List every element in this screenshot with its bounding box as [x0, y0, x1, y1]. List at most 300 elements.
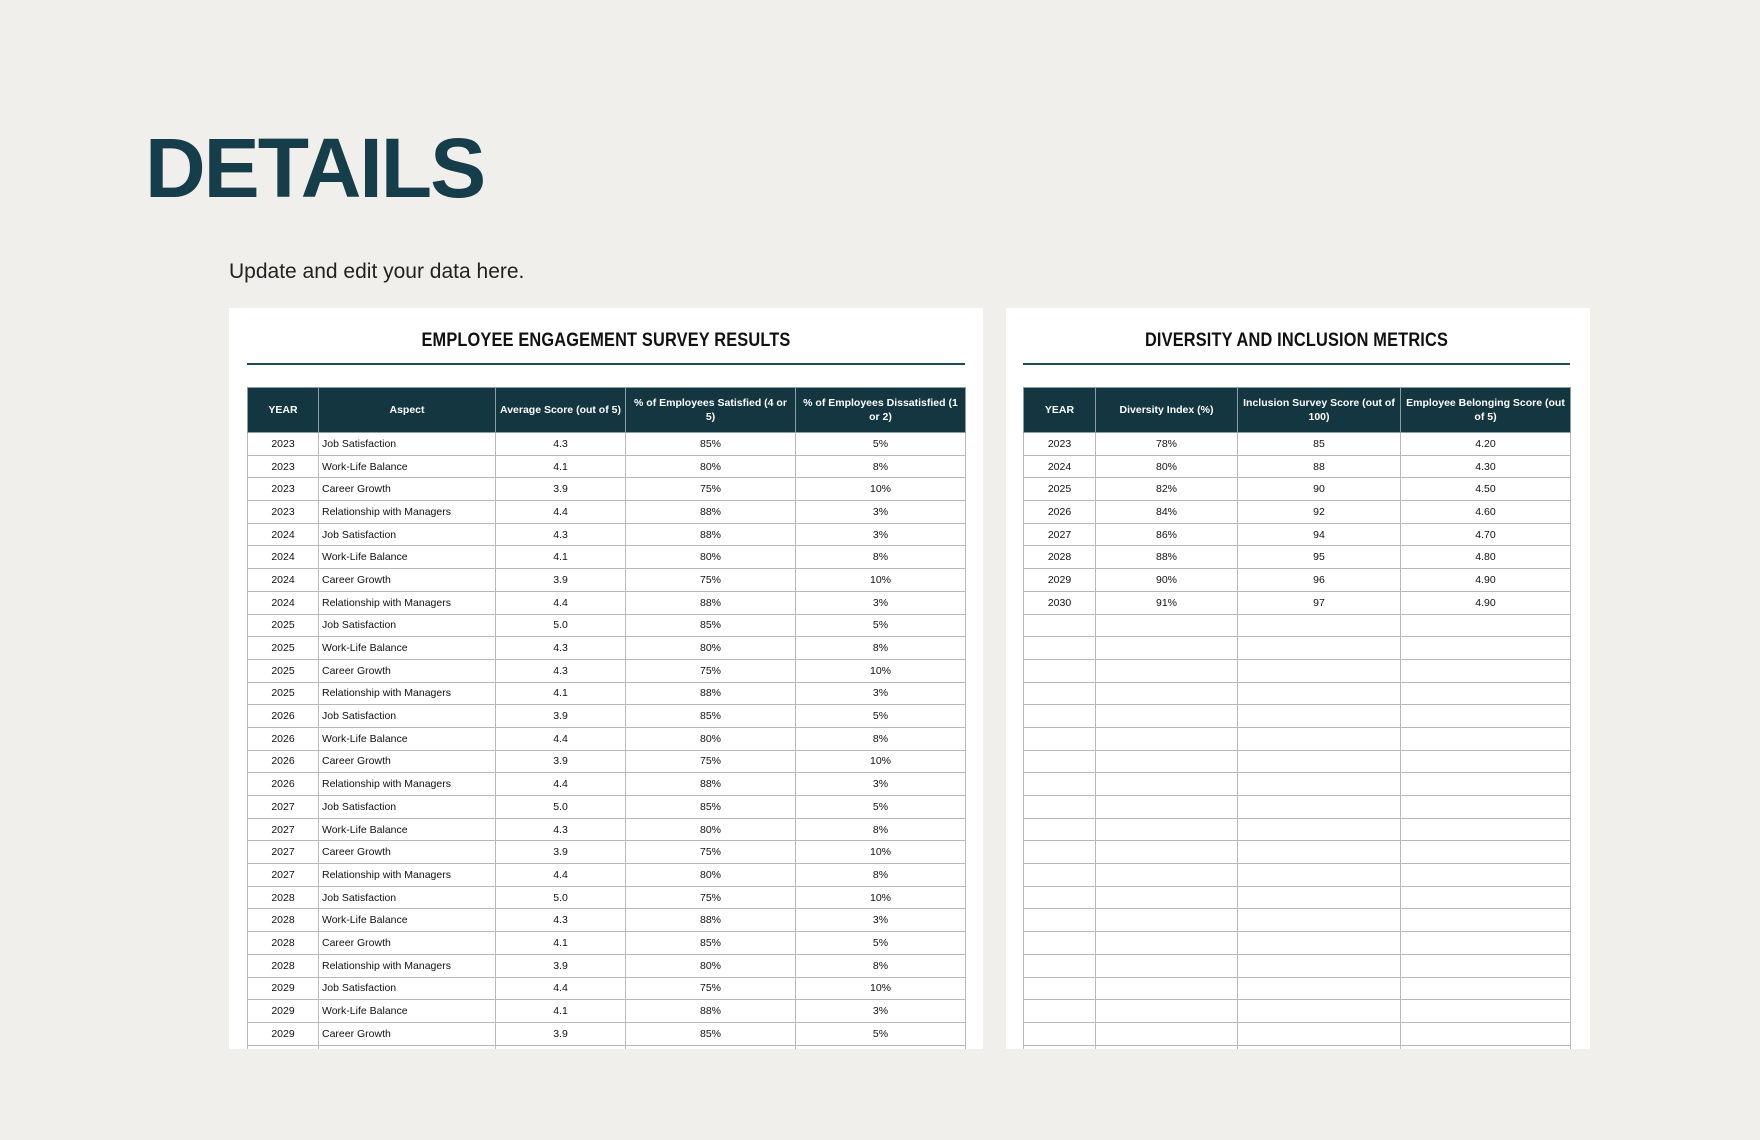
empty-cell[interactable] — [1238, 727, 1401, 750]
empty-cell[interactable] — [1024, 1022, 1096, 1045]
table-cell[interactable]: 3.9 — [496, 569, 626, 592]
table-cell[interactable]: 4.3 — [496, 433, 626, 456]
table-cell[interactable]: 10% — [796, 659, 966, 682]
table-cell[interactable]: 3.9 — [496, 750, 626, 773]
table-cell[interactable]: 10% — [796, 569, 966, 592]
table-cell[interactable]: 3.9 — [496, 841, 626, 864]
table-cell[interactable]: 8% — [796, 727, 966, 750]
header-year[interactable]: YEAR — [1024, 388, 1096, 433]
table-cell[interactable]: Work-Life Balance — [319, 637, 496, 660]
header-pct-dissatisfied[interactable]: % of Employees Dissatisfied (1 or 2) — [796, 388, 966, 433]
empty-cell[interactable] — [1238, 864, 1401, 887]
empty-table-row — [1024, 682, 1571, 705]
empty-table-row — [1024, 1022, 1571, 1045]
table-cell[interactable]: 4.3 — [496, 909, 626, 932]
table-cell[interactable]: 2024 — [248, 569, 319, 592]
table-cell[interactable]: 5% — [796, 705, 966, 728]
table-cell[interactable]: 3.9 — [496, 1022, 626, 1045]
table-cell[interactable]: 75% — [626, 478, 796, 501]
table-row — [248, 433, 966, 456]
table-row — [248, 591, 966, 614]
empty-table-row — [1024, 659, 1571, 682]
empty-cell[interactable] — [1401, 1000, 1571, 1023]
empty-cell[interactable] — [1096, 932, 1238, 955]
empty-cell[interactable] — [1401, 750, 1571, 773]
empty-cell[interactable] — [1024, 932, 1096, 955]
empty-cell[interactable] — [1401, 1022, 1571, 1045]
empty-cell[interactable] — [1238, 1000, 1401, 1023]
table-cell[interactable]: 10% — [796, 977, 966, 1000]
empty-cell[interactable] — [1096, 614, 1238, 637]
empty-cell[interactable] — [1238, 682, 1401, 705]
empty-cell[interactable] — [1238, 886, 1401, 909]
empty-cell[interactable] — [1238, 1045, 1401, 1049]
empty-cell[interactable] — [1096, 909, 1238, 932]
table-cell[interactable]: Job Satisfaction — [319, 705, 496, 728]
table-cell[interactable]: Career Growth — [319, 569, 496, 592]
empty-cell[interactable] — [1096, 659, 1238, 682]
table-row — [1024, 501, 1571, 524]
empty-cell[interactable] — [1401, 773, 1571, 796]
empty-cell[interactable] — [1238, 841, 1401, 864]
table-cell[interactable]: 3% — [796, 591, 966, 614]
empty-cell[interactable] — [1024, 977, 1096, 1000]
table-cell[interactable]: 4.4 — [496, 977, 626, 1000]
table-row — [248, 1000, 966, 1023]
empty-cell[interactable] — [1401, 864, 1571, 887]
table-cell[interactable]: 80% — [626, 818, 796, 841]
empty-cell[interactable] — [1024, 705, 1096, 728]
table-cell[interactable]: 2024 — [1024, 455, 1096, 478]
table-cell[interactable]: 8% — [796, 637, 966, 660]
empty-cell[interactable] — [1096, 954, 1238, 977]
empty-cell[interactable] — [1401, 841, 1571, 864]
table-cell[interactable]: 97 — [1238, 591, 1401, 614]
table-row — [248, 501, 966, 524]
empty-cell[interactable] — [1238, 818, 1401, 841]
table-row — [248, 569, 966, 592]
table-cell[interactable]: 96 — [1238, 569, 1401, 592]
table-cell[interactable]: 3% — [796, 501, 966, 524]
table-cell[interactable]: 5% — [796, 433, 966, 456]
empty-table-row — [1024, 727, 1571, 750]
empty-cell[interactable] — [1238, 773, 1401, 796]
empty-cell[interactable] — [1024, 1000, 1096, 1023]
table-cell[interactable]: 4.20 — [1401, 433, 1571, 456]
empty-cell[interactable] — [1096, 727, 1238, 750]
empty-cell[interactable] — [1024, 659, 1096, 682]
table-cell[interactable]: 90 — [1238, 478, 1401, 501]
table-cell[interactable]: 4.1 — [496, 932, 626, 955]
empty-cell[interactable] — [1401, 886, 1571, 909]
table-cell[interactable]: 2023 — [248, 478, 319, 501]
table-cell[interactable]: 8% — [796, 818, 966, 841]
table-cell[interactable]: 2028 — [248, 932, 319, 955]
table-cell[interactable]: 4.3 — [496, 659, 626, 682]
table-cell[interactable]: Job Satisfaction — [319, 433, 496, 456]
empty-cell[interactable] — [1401, 727, 1571, 750]
empty-cell[interactable] — [1238, 705, 1401, 728]
table-cell[interactable]: 88% — [626, 773, 796, 796]
table-cell[interactable]: Job Satisfaction — [319, 523, 496, 546]
table-cell[interactable]: 10% — [796, 886, 966, 909]
empty-cell[interactable] — [1238, 659, 1401, 682]
table-cell[interactable]: 88 — [1238, 455, 1401, 478]
table-cell[interactable]: 4.90 — [1401, 591, 1571, 614]
table-cell[interactable]: 2023 — [248, 455, 319, 478]
table-row — [248, 886, 966, 909]
table-row — [248, 705, 966, 728]
table-cell[interactable]: 80% — [1096, 455, 1238, 478]
page-title: DETAILS — [145, 121, 485, 215]
table-cell[interactable]: 75% — [626, 841, 796, 864]
empty-cell[interactable] — [1238, 954, 1401, 977]
table-cell[interactable]: 88% — [1096, 546, 1238, 569]
table-cell[interactable]: 2026 — [248, 727, 319, 750]
table-cell[interactable]: 2029 — [248, 977, 319, 1000]
header-belonging-score[interactable]: Employee Belonging Score (out of 5) — [1401, 388, 1571, 433]
table-cell[interactable]: 88% — [626, 682, 796, 705]
table-cell[interactable]: 2027 — [248, 841, 319, 864]
empty-cell[interactable] — [1238, 796, 1401, 819]
table-cell[interactable]: 2023 — [248, 433, 319, 456]
table-cell[interactable]: 8% — [796, 864, 966, 887]
table-cell[interactable]: 75% — [626, 886, 796, 909]
table-cell[interactable]: 2026 — [248, 750, 319, 773]
table-cell[interactable]: 2024 — [248, 546, 319, 569]
header-inclusion-score[interactable]: Inclusion Survey Score (out of 100) — [1238, 388, 1401, 433]
table-cell[interactable]: 4.4 — [496, 501, 626, 524]
table-row — [248, 954, 966, 977]
table-cell[interactable]: 4.4 — [496, 773, 626, 796]
table-cell[interactable]: Career Growth — [319, 750, 496, 773]
table-cell[interactable]: 2024 — [248, 523, 319, 546]
table-row — [248, 818, 966, 841]
table-cell[interactable]: 2028 — [1024, 546, 1096, 569]
table-cell[interactable]: 8% — [796, 546, 966, 569]
table-cell[interactable]: 10% — [796, 841, 966, 864]
table-cell[interactable]: 2030 — [1024, 591, 1096, 614]
empty-cell[interactable] — [1401, 637, 1571, 660]
table-cell[interactable]: Relationship with Managers — [319, 954, 496, 977]
table-cell[interactable]: 2024 — [248, 591, 319, 614]
table-cell[interactable]: 75% — [626, 659, 796, 682]
table-cell[interactable]: 3% — [796, 1000, 966, 1023]
table-cell[interactable]: 2023 — [1024, 433, 1096, 456]
table-cell[interactable]: 4.70 — [1401, 523, 1571, 546]
empty-cell[interactable] — [1238, 637, 1401, 660]
table-cell[interactable]: 2028 — [248, 909, 319, 932]
table-cell[interactable]: Work-Life Balance — [319, 546, 496, 569]
empty-table-row — [1024, 909, 1571, 932]
table-cell[interactable]: 2027 — [248, 796, 319, 819]
table-cell[interactable]: 88% — [626, 523, 796, 546]
empty-cell[interactable] — [1401, 977, 1571, 1000]
table-cell[interactable]: 5% — [796, 932, 966, 955]
table-cell[interactable]: 2029 — [1024, 569, 1096, 592]
empty-cell[interactable] — [1401, 705, 1571, 728]
table-cell[interactable]: 3% — [796, 909, 966, 932]
table-cell[interactable]: 5% — [796, 1022, 966, 1045]
table-cell[interactable]: 4.1 — [496, 1000, 626, 1023]
table-cell[interactable]: 85% — [626, 705, 796, 728]
empty-cell[interactable] — [1096, 977, 1238, 1000]
table-cell[interactable]: 2025 — [1024, 478, 1096, 501]
table-cell[interactable]: 80% — [626, 727, 796, 750]
table-cell[interactable]: 4.90 — [1401, 569, 1571, 592]
empty-cell[interactable] — [1401, 932, 1571, 955]
diversity-panel — [1006, 308, 1590, 1049]
table-cell[interactable]: 88% — [626, 501, 796, 524]
empty-cell[interactable] — [1024, 864, 1096, 887]
table-row — [248, 727, 966, 750]
table-cell[interactable]: 2025 — [248, 682, 319, 705]
table-cell[interactable]: 94 — [1238, 523, 1401, 546]
table-cell[interactable]: 91% — [1096, 591, 1238, 614]
table-cell[interactable]: Work-Life Balance — [319, 818, 496, 841]
table-cell[interactable]: 80% — [626, 546, 796, 569]
table-cell[interactable]: 85% — [626, 932, 796, 955]
table-cell[interactable]: 2029 — [248, 1022, 319, 1045]
table-cell[interactable]: 10% — [796, 750, 966, 773]
table-cell[interactable]: 80% — [626, 864, 796, 887]
table-cell[interactable]: Relationship with Managers — [319, 864, 496, 887]
empty-cell[interactable] — [496, 1045, 626, 1049]
table-cell[interactable]: 4.80 — [1401, 546, 1571, 569]
empty-cell[interactable] — [1401, 1045, 1571, 1049]
empty-cell[interactable] — [1238, 750, 1401, 773]
header-aspect[interactable]: Aspect — [319, 388, 496, 433]
empty-cell[interactable] — [1024, 818, 1096, 841]
table-cell[interactable]: 92 — [1238, 501, 1401, 524]
empty-cell[interactable] — [1024, 954, 1096, 977]
empty-cell[interactable] — [1024, 637, 1096, 660]
table-cell[interactable]: 86% — [1096, 523, 1238, 546]
empty-cell[interactable] — [1401, 954, 1571, 977]
table-cell[interactable]: 8% — [796, 954, 966, 977]
table-cell[interactable]: Career Growth — [319, 478, 496, 501]
table-cell[interactable]: 2027 — [248, 818, 319, 841]
empty-cell[interactable] — [1096, 818, 1238, 841]
table-cell[interactable]: 95 — [1238, 546, 1401, 569]
empty-cell[interactable] — [1401, 682, 1571, 705]
empty-cell[interactable] — [796, 1045, 966, 1049]
empty-cell[interactable] — [1024, 614, 1096, 637]
table-cell[interactable]: Career Growth — [319, 841, 496, 864]
header-average-score[interactable]: Average Score (out of 5) — [496, 388, 626, 433]
table-cell[interactable]: 88% — [626, 1000, 796, 1023]
empty-cell[interactable] — [1024, 682, 1096, 705]
table-cell[interactable]: 75% — [626, 750, 796, 773]
table-cell[interactable]: Job Satisfaction — [319, 977, 496, 1000]
table-cell[interactable]: 4.4 — [496, 591, 626, 614]
empty-cell[interactable] — [1024, 796, 1096, 819]
empty-table-row — [1024, 886, 1571, 909]
table-cell[interactable]: 82% — [1096, 478, 1238, 501]
empty-cell[interactable] — [1096, 841, 1238, 864]
table-cell[interactable]: 80% — [626, 455, 796, 478]
header-year[interactable]: YEAR — [248, 388, 319, 433]
table-cell[interactable]: 2025 — [248, 614, 319, 637]
diversity-table-body — [1024, 433, 1571, 1050]
table-cell[interactable]: 84% — [1096, 501, 1238, 524]
table-cell[interactable]: 4.30 — [1401, 455, 1571, 478]
table-cell[interactable]: Career Growth — [319, 1022, 496, 1045]
empty-cell[interactable] — [1096, 796, 1238, 819]
table-cell[interactable]: 4.60 — [1401, 501, 1571, 524]
table-row — [1024, 455, 1571, 478]
table-cell[interactable]: Career Growth — [319, 932, 496, 955]
table-cell[interactable]: Relationship with Managers — [319, 773, 496, 796]
engagement-title-rule — [247, 363, 965, 365]
table-cell[interactable]: Job Satisfaction — [319, 886, 496, 909]
empty-table-row — [1024, 796, 1571, 819]
empty-cell[interactable] — [1096, 637, 1238, 660]
table-cell[interactable]: 2027 — [1024, 523, 1096, 546]
table-cell[interactable]: 85% — [626, 1022, 796, 1045]
table-cell[interactable]: 4.50 — [1401, 478, 1571, 501]
table-row — [1024, 433, 1571, 456]
empty-cell[interactable] — [1238, 909, 1401, 932]
table-cell[interactable]: 5.0 — [496, 796, 626, 819]
empty-cell[interactable] — [1096, 773, 1238, 796]
table-cell[interactable]: Work-Life Balance — [319, 727, 496, 750]
table-cell[interactable]: Work-Life Balance — [319, 455, 496, 478]
table-cell[interactable]: Relationship with Managers — [319, 591, 496, 614]
table-cell[interactable]: 2025 — [248, 659, 319, 682]
empty-cell[interactable] — [626, 1045, 796, 1049]
empty-cell[interactable] — [1024, 727, 1096, 750]
empty-cell[interactable] — [1401, 614, 1571, 637]
empty-cell[interactable] — [1096, 1045, 1238, 1049]
empty-cell[interactable] — [1401, 818, 1571, 841]
table-cell[interactable]: 2029 — [248, 1000, 319, 1023]
empty-table-row — [1024, 614, 1571, 637]
table-row — [248, 478, 966, 501]
table-cell[interactable]: Job Satisfaction — [319, 796, 496, 819]
empty-cell[interactable] — [1096, 1000, 1238, 1023]
table-cell[interactable]: Job Satisfaction — [319, 614, 496, 637]
table-cell[interactable]: 4.1 — [496, 682, 626, 705]
table-cell[interactable]: 4.1 — [496, 546, 626, 569]
empty-cell[interactable] — [1096, 886, 1238, 909]
empty-cell[interactable] — [1238, 614, 1401, 637]
empty-cell[interactable] — [1096, 705, 1238, 728]
table-row — [248, 909, 966, 932]
table-cell[interactable]: 85% — [626, 796, 796, 819]
empty-cell[interactable] — [1024, 886, 1096, 909]
table-cell[interactable]: Work-Life Balance — [319, 909, 496, 932]
table-cell[interactable]: 4.3 — [496, 818, 626, 841]
empty-cell[interactable] — [1238, 1022, 1401, 1045]
empty-cell[interactable] — [1238, 977, 1401, 1000]
header-diversity-index[interactable]: Diversity Index (%) — [1096, 388, 1238, 433]
empty-table-row — [248, 1045, 966, 1049]
empty-cell[interactable] — [1024, 773, 1096, 796]
table-cell[interactable]: 2026 — [248, 705, 319, 728]
table-cell[interactable]: 3% — [796, 682, 966, 705]
table-cell[interactable]: 80% — [626, 954, 796, 977]
empty-cell[interactable] — [1238, 932, 1401, 955]
empty-cell[interactable] — [1401, 909, 1571, 932]
table-cell[interactable]: 4.1 — [496, 455, 626, 478]
empty-cell[interactable] — [248, 1045, 319, 1049]
empty-cell[interactable] — [1024, 750, 1096, 773]
engagement-panel — [229, 308, 983, 1049]
empty-cell[interactable] — [1401, 796, 1571, 819]
table-cell[interactable]: 10% — [796, 478, 966, 501]
table-row — [248, 637, 966, 660]
empty-cell[interactable] — [1024, 909, 1096, 932]
table-cell[interactable]: 2026 — [248, 773, 319, 796]
table-cell[interactable]: 4.4 — [496, 727, 626, 750]
engagement-table-title: EMPLOYEE ENGAGEMENT SURVEY RESULTS — [421, 330, 791, 351]
table-cell[interactable]: 85% — [626, 433, 796, 456]
table-cell[interactable]: 5.0 — [496, 614, 626, 637]
table-cell[interactable]: 75% — [626, 569, 796, 592]
table-cell[interactable]: 3% — [796, 523, 966, 546]
table-cell[interactable]: 3.9 — [496, 954, 626, 977]
empty-cell[interactable] — [1096, 864, 1238, 887]
table-row — [248, 932, 966, 955]
table-cell[interactable]: Career Growth — [319, 659, 496, 682]
table-cell[interactable]: Relationship with Managers — [319, 501, 496, 524]
table-row — [248, 841, 966, 864]
table-cell[interactable]: 88% — [626, 591, 796, 614]
table-cell[interactable]: 75% — [626, 977, 796, 1000]
table-cell[interactable]: Relationship with Managers — [319, 682, 496, 705]
empty-cell[interactable] — [1096, 1022, 1238, 1045]
empty-cell[interactable] — [1096, 750, 1238, 773]
table-row — [248, 614, 966, 637]
table-cell[interactable]: 2026 — [1024, 501, 1096, 524]
table-row — [1024, 569, 1571, 592]
table-cell[interactable]: 8% — [796, 455, 966, 478]
empty-cell[interactable] — [319, 1045, 496, 1049]
empty-table-row — [1024, 1045, 1571, 1049]
table-cell[interactable]: 2023 — [248, 501, 319, 524]
table-cell[interactable]: 4.4 — [496, 864, 626, 887]
table-cell[interactable]: 85 — [1238, 433, 1401, 456]
table-cell[interactable]: 88% — [626, 909, 796, 932]
empty-cell[interactable] — [1024, 1045, 1096, 1049]
table-cell[interactable]: 78% — [1096, 433, 1238, 456]
table-cell[interactable]: 90% — [1096, 569, 1238, 592]
table-row — [248, 796, 966, 819]
table-cell[interactable]: 3.9 — [496, 705, 626, 728]
engagement-table-body — [248, 433, 966, 1050]
table-cell[interactable]: 4.3 — [496, 523, 626, 546]
table-cell[interactable]: 2028 — [248, 886, 319, 909]
table-row — [248, 659, 966, 682]
table-cell[interactable]: 5% — [796, 796, 966, 819]
table-cell[interactable]: 5.0 — [496, 886, 626, 909]
table-cell[interactable]: 5% — [796, 614, 966, 637]
table-cell[interactable]: 85% — [626, 614, 796, 637]
table-cell[interactable]: 80% — [626, 637, 796, 660]
table-cell[interactable]: 2025 — [248, 637, 319, 660]
empty-cell[interactable] — [1096, 682, 1238, 705]
table-cell[interactable]: 3.9 — [496, 478, 626, 501]
table-cell[interactable]: 2028 — [248, 954, 319, 977]
table-cell[interactable]: 3% — [796, 773, 966, 796]
table-cell[interactable]: Work-Life Balance — [319, 1000, 496, 1023]
table-cell[interactable]: 4.3 — [496, 637, 626, 660]
empty-cell[interactable] — [1024, 841, 1096, 864]
empty-cell[interactable] — [1401, 659, 1571, 682]
table-cell[interactable]: 2027 — [248, 864, 319, 887]
header-pct-satisfied[interactable]: % of Employees Satisfied (4 or 5) — [626, 388, 796, 433]
